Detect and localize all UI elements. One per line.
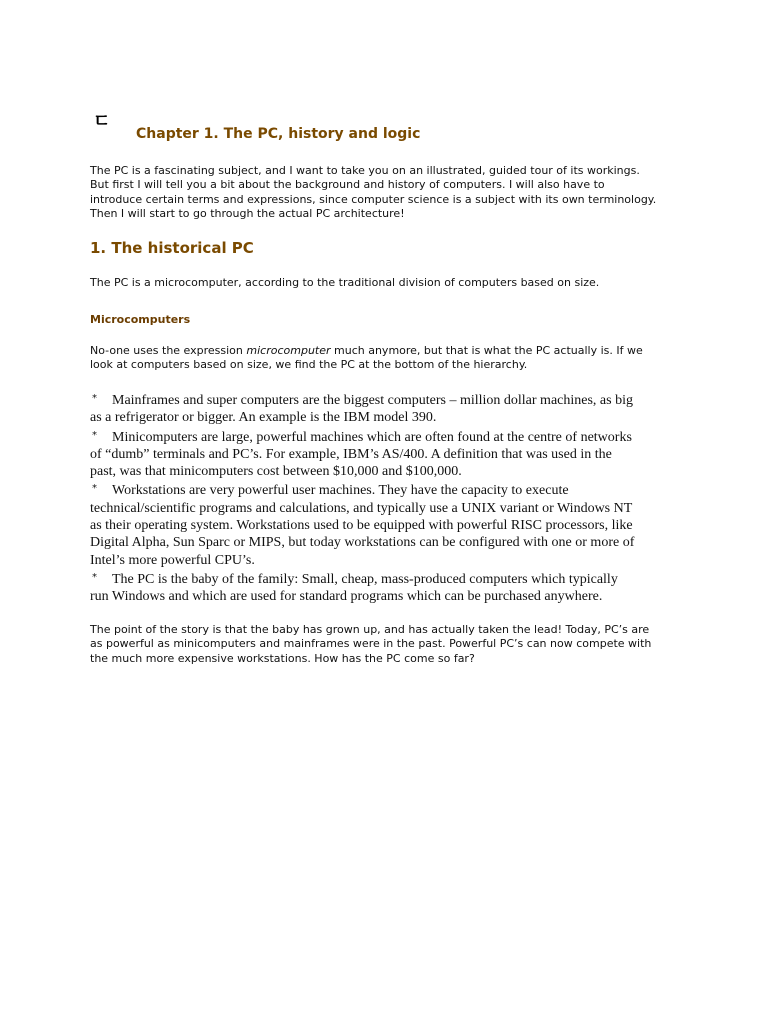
list-line: Digital Alpha, Sun Sparc or MIPS, but today workstations can be configured with one or more of	[90, 535, 635, 551]
size-line: The PC is a microcomputer, according to the traditional division of computers based on size.	[90, 276, 600, 289]
list-item	[90, 427, 690, 481]
list-item	[90, 480, 690, 568]
list-text: Workstations are very powerful user machines. They have the capacity to execute	[112, 483, 569, 499]
conclusion-line: the much more expensive workstations. How has the PC come so far?	[90, 651, 475, 665]
intro-line: The PC is a fascinating subject, and I want to take you on an illustrated, guided tour of its workings.	[90, 164, 640, 177]
list-line	[90, 480, 690, 499]
microcomputer-emphasis: microcomputer	[246, 344, 331, 357]
list-item	[90, 569, 690, 606]
conclusion-line: The point of the story is that the baby has grown up, and has actually taken the lead! Today, PC’s are	[90, 623, 650, 636]
conclusion-paragraph	[90, 623, 690, 666]
intro-line: But first I will tell you a bit about the background and history of computers. I will also have to	[90, 178, 605, 192]
list-item	[90, 390, 690, 427]
list-line	[90, 390, 690, 409]
bullet-icon: *	[92, 429, 97, 441]
section-heading: 1. The historical PC	[90, 239, 254, 257]
chapter-title: Chapter 1. The PC, history and logic	[136, 126, 421, 142]
subheading-microcomputers: Microcomputers	[90, 313, 191, 326]
bullet-icon: *	[92, 571, 97, 583]
list-line	[90, 569, 690, 588]
microcomputer-text: much anymore, but that is what the PC actually is. If we	[330, 344, 643, 357]
list-line: of “dumb” terminals and PC’s. For example, IBM’s AS/400. A definition that was used in the	[90, 446, 612, 462]
intro-line: Then I will start to go through the actual PC architecture!	[90, 206, 405, 220]
intro-paragraph	[90, 164, 690, 221]
microcomputer-line	[90, 344, 690, 358]
list-line: as a refrigerator or bigger. An example is the IBM model 390.	[90, 410, 437, 426]
bullet-icon: *	[92, 483, 97, 495]
intro-line: introduce certain terms and expressions, since computer science is a subject with its own terminology.	[90, 192, 657, 206]
list-line	[90, 427, 690, 446]
microcomputer-text: No-one uses the expression	[90, 344, 247, 357]
list-line: technical/scientific programs and calculations, and typically use a UNIX variant or Windows NT	[90, 500, 633, 516]
list-line: past, was that minicomputers cost between $10,000 and $100,000.	[90, 464, 462, 480]
list-line: run Windows and which are used for standard programs which can be purchased anywhere.	[90, 589, 603, 605]
bullet-icon: *	[92, 393, 97, 404]
list-line: Intel’s more powerful CPU’s.	[90, 552, 255, 568]
size-paragraph	[90, 276, 690, 290]
list-line: as their operating system. Workstations used to be equipped with powerful RISC processors, like	[90, 518, 633, 534]
list-text: Minicomputers are large, powerful machines which are often found at the centre of networks	[112, 429, 632, 445]
computer-size-list	[90, 390, 690, 606]
chapter-glyph: ㄷ	[93, 111, 111, 132]
list-text: Mainframes and super computers are the biggest computers – million dollar machines, as big	[112, 393, 633, 408]
microcomputer-paragraph	[90, 344, 690, 373]
conclusion-line: as powerful as minicomputers and mainframes were in the past. Powerful PC’s can now compete with	[90, 637, 652, 651]
microcomputer-line: look at computers based on size, we find the PC at the bottom of the hierarchy.	[90, 358, 528, 372]
list-text: The PC is the baby of the family: Small, cheap, mass-produced computers which typically	[112, 571, 618, 587]
